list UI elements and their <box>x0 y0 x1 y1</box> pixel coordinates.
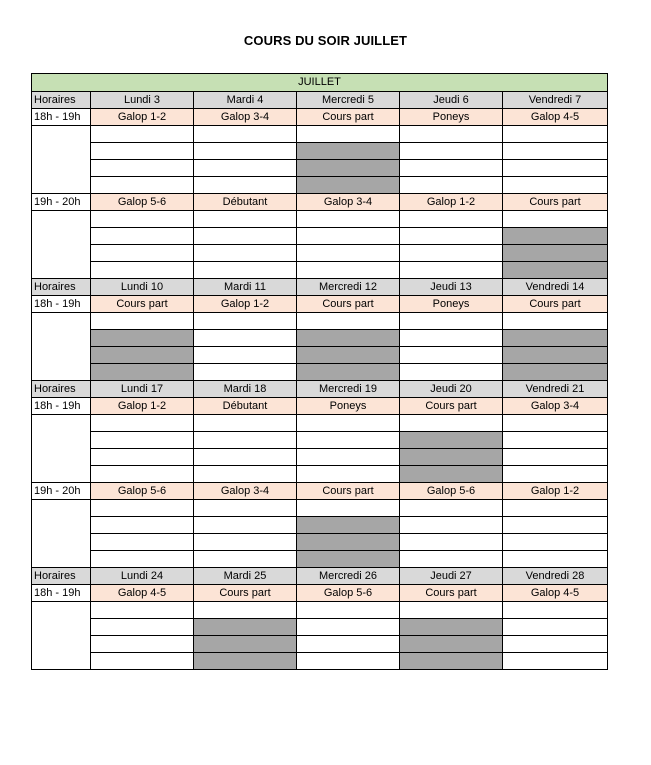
course-cell: Galop 5-6 <box>91 483 194 500</box>
rider-cell <box>503 160 608 177</box>
course-cell: Cours part <box>297 296 400 313</box>
rider-row <box>32 228 608 245</box>
slot-group-cell <box>32 211 91 279</box>
course-cell: Galop 1-2 <box>503 483 608 500</box>
rider-cell <box>194 551 297 568</box>
rider-cell <box>400 143 503 160</box>
day-header: Lundi 3 <box>91 92 194 109</box>
schedule-table <box>31 73 608 670</box>
day-header: Vendredi 14 <box>503 279 608 296</box>
unavailable-cell <box>400 636 503 653</box>
time-slot-label: 18h - 19h <box>32 109 91 126</box>
rider-cell <box>503 211 608 228</box>
rider-row <box>32 313 608 330</box>
rider-cell <box>503 517 608 534</box>
day-header: Mardi 4 <box>194 92 297 109</box>
course-cell: Galop 3-4 <box>194 109 297 126</box>
unavailable-cell <box>503 228 608 245</box>
rider-cell <box>194 602 297 619</box>
rider-cell <box>194 449 297 466</box>
course-cell: Galop 4-5 <box>503 109 608 126</box>
rider-cell <box>91 636 194 653</box>
horaires-label: Horaires <box>32 92 91 109</box>
rider-cell <box>297 500 400 517</box>
rider-cell <box>91 517 194 534</box>
unavailable-cell <box>91 347 194 364</box>
rider-cell <box>503 313 608 330</box>
unavailable-cell <box>503 262 608 279</box>
week-header-row <box>32 92 608 109</box>
rider-cell <box>297 636 400 653</box>
unavailable-cell <box>297 143 400 160</box>
rider-cell <box>400 500 503 517</box>
rider-cell <box>297 653 400 670</box>
rider-row <box>32 517 608 534</box>
day-header: Mercredi 26 <box>297 568 400 585</box>
unavailable-cell <box>503 330 608 347</box>
rider-cell <box>91 602 194 619</box>
rider-cell <box>503 636 608 653</box>
rider-cell <box>194 415 297 432</box>
week-header-row <box>32 279 608 296</box>
time-slot-label: 18h - 19h <box>32 296 91 313</box>
rider-cell <box>91 466 194 483</box>
course-cell: Poneys <box>297 398 400 415</box>
rider-cell <box>297 228 400 245</box>
rider-cell <box>91 245 194 262</box>
time-slot-label: 19h - 20h <box>32 194 91 211</box>
rider-cell <box>297 126 400 143</box>
rider-row <box>32 449 608 466</box>
rider-cell <box>194 500 297 517</box>
rider-row <box>32 653 608 670</box>
rider-cell <box>91 228 194 245</box>
rider-cell <box>400 211 503 228</box>
rider-cell <box>503 500 608 517</box>
rider-cell <box>503 619 608 636</box>
rider-cell <box>91 432 194 449</box>
rider-cell <box>400 160 503 177</box>
rider-cell <box>297 313 400 330</box>
day-header: Mardi 11 <box>194 279 297 296</box>
rider-cell <box>194 126 297 143</box>
day-header: Lundi 24 <box>91 568 194 585</box>
rider-cell <box>503 551 608 568</box>
time-slot-label: 18h - 19h <box>32 585 91 602</box>
course-cell: Cours part <box>91 296 194 313</box>
course-cell: Cours part <box>194 585 297 602</box>
course-cell: Galop 3-4 <box>503 398 608 415</box>
course-cell: Galop 1-2 <box>400 194 503 211</box>
rider-cell <box>194 211 297 228</box>
rider-cell <box>400 245 503 262</box>
rider-cell <box>503 449 608 466</box>
unavailable-cell <box>400 466 503 483</box>
rider-cell <box>194 330 297 347</box>
rider-cell <box>91 551 194 568</box>
rider-cell <box>503 177 608 194</box>
rider-cell <box>91 160 194 177</box>
rider-row <box>32 262 608 279</box>
week-header-row <box>32 381 608 398</box>
time-slot-row <box>32 194 608 211</box>
rider-cell <box>400 228 503 245</box>
slot-group-cell <box>32 602 91 670</box>
unavailable-cell <box>297 160 400 177</box>
rider-cell <box>194 432 297 449</box>
course-cell: Cours part <box>297 483 400 500</box>
rider-cell <box>194 347 297 364</box>
time-slot-label: 19h - 20h <box>32 483 91 500</box>
rider-cell <box>297 432 400 449</box>
unavailable-cell <box>91 364 194 381</box>
course-cell: Galop 5-6 <box>297 585 400 602</box>
rider-cell <box>194 177 297 194</box>
month-header-row <box>32 74 608 92</box>
day-header: Jeudi 6 <box>400 92 503 109</box>
rider-row <box>32 347 608 364</box>
course-cell: Débutant <box>194 398 297 415</box>
rider-cell <box>91 619 194 636</box>
rider-cell <box>400 262 503 279</box>
course-cell: Poneys <box>400 109 503 126</box>
rider-cell <box>91 262 194 279</box>
rider-cell <box>194 143 297 160</box>
rider-row <box>32 619 608 636</box>
day-header: Mardi 18 <box>194 381 297 398</box>
month-label: JUILLET <box>32 74 608 92</box>
course-cell: Galop 1-2 <box>91 398 194 415</box>
rider-cell <box>91 415 194 432</box>
course-cell: Cours part <box>503 194 608 211</box>
rider-cell <box>297 415 400 432</box>
day-header: Vendredi 7 <box>503 92 608 109</box>
rider-cell <box>297 466 400 483</box>
time-slot-row <box>32 109 608 126</box>
rider-cell <box>400 551 503 568</box>
day-header: Mercredi 5 <box>297 92 400 109</box>
course-cell: Galop 5-6 <box>91 194 194 211</box>
rider-row <box>32 364 608 381</box>
unavailable-cell <box>503 347 608 364</box>
slot-group-cell <box>32 126 91 194</box>
unavailable-cell <box>194 653 297 670</box>
rider-row <box>32 534 608 551</box>
time-slot-row <box>32 296 608 313</box>
course-cell: Galop 5-6 <box>400 483 503 500</box>
unavailable-cell <box>297 347 400 364</box>
course-cell: Galop 3-4 <box>194 483 297 500</box>
rider-cell <box>91 211 194 228</box>
unavailable-cell <box>297 534 400 551</box>
rider-cell <box>91 534 194 551</box>
day-header: Vendredi 21 <box>503 381 608 398</box>
course-cell: Galop 4-5 <box>91 585 194 602</box>
course-cell: Galop 1-2 <box>91 109 194 126</box>
rider-row <box>32 143 608 160</box>
unavailable-cell <box>297 517 400 534</box>
rider-cell <box>91 653 194 670</box>
horaires-label: Horaires <box>32 381 91 398</box>
day-header: Mardi 25 <box>194 568 297 585</box>
course-cell: Galop 3-4 <box>297 194 400 211</box>
page-title: COURS DU SOIR JUILLET <box>243 33 408 48</box>
rider-row <box>32 466 608 483</box>
rider-cell <box>503 415 608 432</box>
rider-cell <box>400 330 503 347</box>
unavailable-cell <box>297 177 400 194</box>
rider-cell <box>91 126 194 143</box>
rider-cell <box>400 415 503 432</box>
rider-cell <box>297 245 400 262</box>
time-slot-row <box>32 398 608 415</box>
rider-row <box>32 432 608 449</box>
horaires-label: Horaires <box>32 279 91 296</box>
rider-cell <box>194 228 297 245</box>
unavailable-cell <box>297 330 400 347</box>
day-header: Vendredi 28 <box>503 568 608 585</box>
rider-cell <box>194 262 297 279</box>
unavailable-cell <box>503 245 608 262</box>
day-header: Mercredi 12 <box>297 279 400 296</box>
unavailable-cell <box>400 432 503 449</box>
rider-cell <box>297 449 400 466</box>
slot-group-cell <box>32 500 91 568</box>
unavailable-cell <box>503 364 608 381</box>
course-cell: Cours part <box>400 398 503 415</box>
unavailable-cell <box>194 636 297 653</box>
day-header: Mercredi 19 <box>297 381 400 398</box>
unavailable-cell <box>91 330 194 347</box>
rider-cell <box>91 313 194 330</box>
rider-cell <box>400 126 503 143</box>
rider-cell <box>400 517 503 534</box>
course-cell: Poneys <box>400 296 503 313</box>
course-cell: Cours part <box>503 296 608 313</box>
schedule-body <box>32 74 608 670</box>
rider-cell <box>194 313 297 330</box>
rider-cell <box>91 449 194 466</box>
rider-cell <box>297 602 400 619</box>
rider-row <box>32 636 608 653</box>
course-cell: Cours part <box>400 585 503 602</box>
rider-cell <box>194 534 297 551</box>
time-slot-row <box>32 585 608 602</box>
rider-row <box>32 602 608 619</box>
rider-row <box>32 500 608 517</box>
rider-cell <box>503 534 608 551</box>
rider-cell <box>194 160 297 177</box>
rider-cell <box>194 364 297 381</box>
time-slot-row <box>32 483 608 500</box>
unavailable-cell <box>194 619 297 636</box>
day-header: Lundi 10 <box>91 279 194 296</box>
day-header: Jeudi 20 <box>400 381 503 398</box>
rider-cell <box>503 432 608 449</box>
rider-cell <box>400 534 503 551</box>
rider-cell <box>400 347 503 364</box>
rider-row <box>32 415 608 432</box>
rider-cell <box>503 602 608 619</box>
rider-cell <box>400 602 503 619</box>
rider-cell <box>91 500 194 517</box>
rider-cell <box>297 211 400 228</box>
rider-cell <box>503 126 608 143</box>
course-cell: Galop 1-2 <box>194 296 297 313</box>
unavailable-cell <box>297 364 400 381</box>
course-cell: Débutant <box>194 194 297 211</box>
day-header: Lundi 17 <box>91 381 194 398</box>
rider-cell <box>297 262 400 279</box>
course-cell: Galop 4-5 <box>503 585 608 602</box>
day-header: Jeudi 27 <box>400 568 503 585</box>
rider-row <box>32 126 608 143</box>
rider-row <box>32 160 608 177</box>
rider-cell <box>194 466 297 483</box>
slot-group-cell <box>32 415 91 483</box>
rider-cell <box>91 177 194 194</box>
rider-row <box>32 551 608 568</box>
unavailable-cell <box>400 653 503 670</box>
day-header: Jeudi 13 <box>400 279 503 296</box>
rider-row <box>32 177 608 194</box>
unavailable-cell <box>400 449 503 466</box>
rider-cell <box>400 364 503 381</box>
unavailable-cell <box>297 551 400 568</box>
rider-cell <box>297 619 400 636</box>
rider-row <box>32 211 608 228</box>
rider-row <box>32 330 608 347</box>
rider-cell <box>194 517 297 534</box>
course-cell: Cours part <box>297 109 400 126</box>
rider-cell <box>400 313 503 330</box>
time-slot-label: 18h - 19h <box>32 398 91 415</box>
horaires-label: Horaires <box>32 568 91 585</box>
rider-cell <box>194 245 297 262</box>
week-header-row <box>32 568 608 585</box>
rider-cell <box>400 177 503 194</box>
unavailable-cell <box>400 619 503 636</box>
slot-group-cell <box>32 313 91 381</box>
rider-cell <box>503 466 608 483</box>
rider-cell <box>503 653 608 670</box>
rider-row <box>32 245 608 262</box>
rider-cell <box>91 143 194 160</box>
rider-cell <box>503 143 608 160</box>
